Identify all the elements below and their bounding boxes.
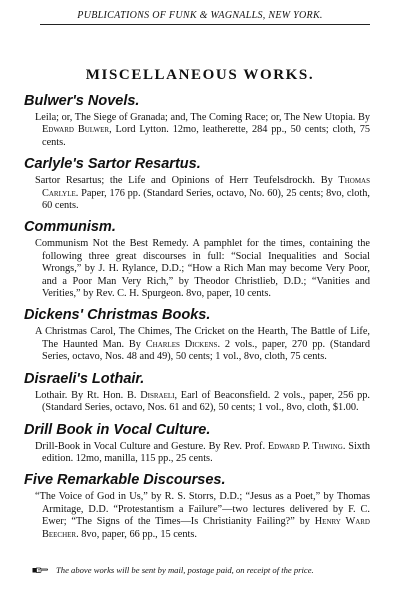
- author-name: Thomas Carlyle: [42, 175, 370, 199]
- entry-description: [35, 491, 370, 541]
- entry-dickens: [24, 306, 370, 363]
- description-text: Sartor Resartus; the Life and Opinions of Herr Teufelsdrockh. By: [35, 175, 339, 187]
- description-text: A Christmas Carol, The Chimes, The Cricket on the Hearth, The Battle of Life, The Haunted Man. By: [35, 326, 370, 350]
- author-name: Disraeli: [140, 389, 175, 401]
- running-header: PUBLICATIONS OF FUNK & WAGNALLS, NEW YORK.: [77, 10, 323, 21]
- description-text: Drill-Book in Vocal Culture and Gesture. By Rev. Prof.: [35, 440, 268, 452]
- entry-description: [35, 390, 370, 415]
- entry-description: [35, 441, 370, 466]
- footer-text: The above works will be sent by mail, postage paid, on receipt of the price.: [56, 565, 314, 575]
- entry-heading: Communism.: [24, 219, 116, 236]
- entry-five-discourses: [24, 471, 370, 541]
- footer-note: [32, 565, 372, 575]
- description-text: Communism Not the Best Remedy. A pamphlet for the times, containing the following three great discourses in full: “Social Inequalities and Social Wrongs,” by J. H. Rylance, D.D.; “How a Rich Man may become Very Poor, and a Poor Man Very Rich,” by Theodor Christlieb, D.D.; “Vanities and Verities,” by Rev. C. H. Spurgeon. 8vo, paper, 10 cents.: [35, 238, 370, 300]
- entry-heading: Disraeli's Lothair.: [24, 370, 145, 387]
- description-text: , Earl of Beaconsfield. 2 vols., paper, 256 pp. (Standard Series, octavo, Nos. 61 and 62), 50 cents; 1 vol., 8vo, cloth, $1.00.: [42, 389, 370, 414]
- entry-carlyle: [24, 155, 370, 212]
- entry-heading: Drill Book in Vocal Culture.: [24, 421, 211, 438]
- entry-disraeli: [24, 370, 370, 415]
- header-rule: [40, 24, 370, 25]
- entry-description: [35, 112, 370, 149]
- author-name: Charles Dickens: [145, 338, 218, 350]
- description-text: Lothair. By Rt. Hon. B.: [35, 389, 141, 401]
- description-text: . Sixth edition. 12mo, manilla, 115 pp., 25 cents.: [42, 440, 370, 464]
- author-name: Henry Ward Beecher: [42, 516, 370, 540]
- author-name: Edward P. Thwing: [267, 440, 343, 452]
- author-name: Edward Bulwer: [42, 124, 110, 136]
- entry-heading: Carlyle's Sartor Resartus.: [24, 156, 201, 173]
- pointing-hand-icon: [32, 566, 48, 574]
- entry-heading: Dickens' Christmas Books.: [24, 307, 211, 324]
- description-text: , Lord Lytton. 12mo, leatherette, 284 pp., 50 cents; cloth, 75 cents.: [42, 124, 370, 148]
- entry-communism: [24, 218, 370, 300]
- entry-description: [35, 326, 370, 363]
- description-text: . 2 vols., paper, 270 pp. (Standard Series, octavo, Nos. 48 and 49), 50 cents; 1 vol., 8vo, cloth, 75 cents.: [42, 338, 370, 363]
- description-text: Leila; or, The Siege of Granada; and, The Coming Race; or, The New Utopia. By: [35, 112, 370, 123]
- book-listing: [24, 92, 370, 547]
- description-text: . Paper, 176 pp. (Standard Series, octavo, No. 60), 25 cents; 8vo, cloth, 60 cents.: [42, 187, 370, 212]
- entry-description: [35, 175, 370, 212]
- description-text: “The Voice of God in Us,” by R. S. Storrs, D.D.; “Jesus as a Poet,” by Thomas Armitage, D.D. “Protestantism a Failure”—two lectures delivered by F. C. Ewer; “The Signs of the Times—Is Christianity Failing?” by: [35, 491, 370, 528]
- entry-heading: Five Remarkable Discourses.: [24, 472, 226, 489]
- entry-bulwer: [24, 92, 370, 149]
- description-text: . 8vo, paper, 66 pp., 15 cents.: [76, 528, 197, 540]
- entry-heading: Bulwer's Novels.: [24, 93, 140, 109]
- entry-description: [35, 238, 370, 300]
- section-title: MISCELLANEOUS WORKS.: [85, 67, 315, 83]
- entry-drill-book: [24, 421, 370, 466]
